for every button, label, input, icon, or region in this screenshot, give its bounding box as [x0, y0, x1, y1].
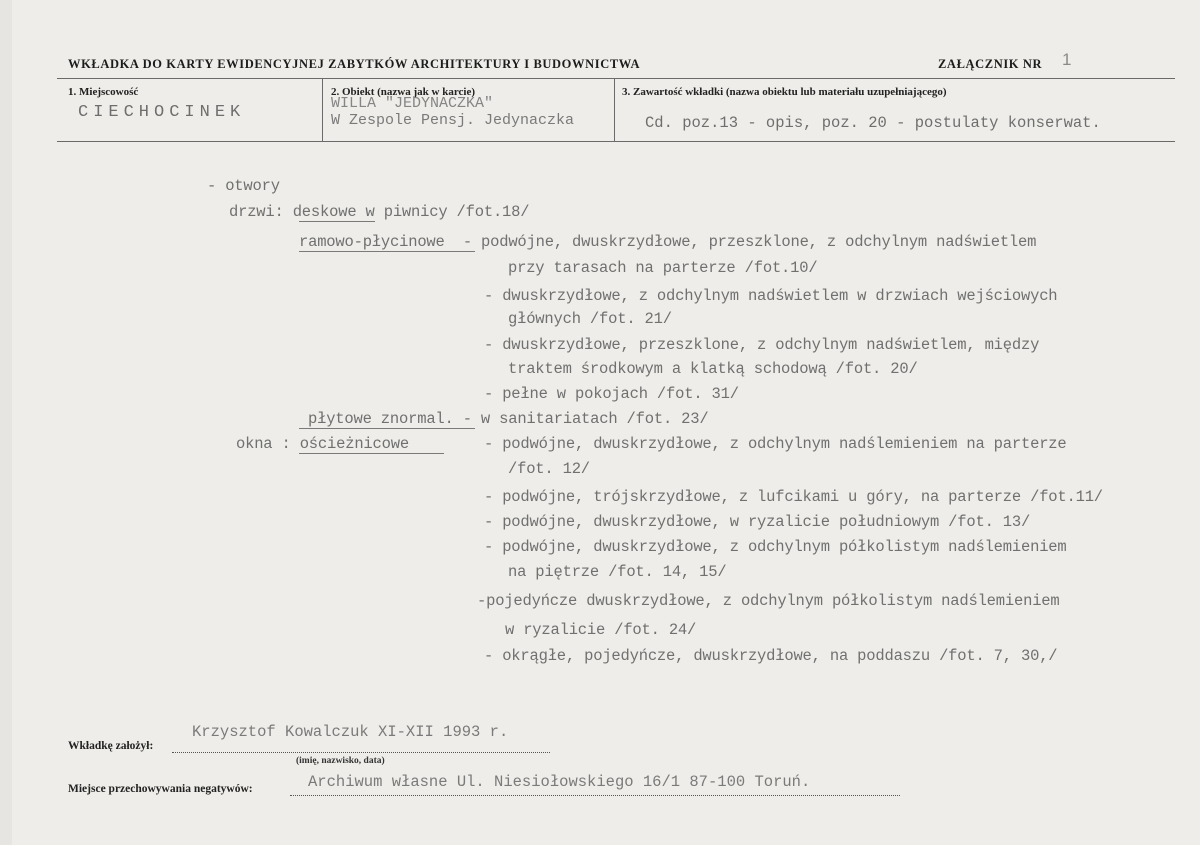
- object-value-line-1: WILLA "JEDYNACZKA": [331, 95, 494, 112]
- body-line-18: -pojedyńcze dwuskrzydłowe, z odchylnym półkolistym nadślemieniem: [477, 592, 1060, 610]
- header-rule-bottom: [57, 141, 1175, 142]
- annex-label: ZAŁĄCZNIK NR: [938, 57, 1043, 71]
- storage-dotted-line: [290, 795, 900, 796]
- body-line-2: drzwi: deskowe w piwnicy /fot.18/: [229, 203, 530, 221]
- body-line-16: - podwójne, dwuskrzydłowe, z odchylnym półkolistym nadślemieniem: [484, 538, 1067, 556]
- storage-value: Archiwum własne Ul. Niesiołowskiego 16/1 87-100 Toruń.: [308, 773, 811, 791]
- author-label: Wkładkę założył:: [68, 740, 154, 752]
- column-divider-1: [322, 78, 323, 141]
- body-line-11: okna : ościeżnicowe: [236, 435, 409, 453]
- body-line-14: - podwójne, trójskrzydłowe, z lufcikami u góry, na parterze /fot.11/: [484, 488, 1103, 506]
- locality-label: 1. Miejscowość: [68, 86, 139, 98]
- object-value-line-2: W Zespole Pensj. Jedynaczka: [331, 112, 575, 129]
- body-line-19: w ryzalicie /fot. 24/: [505, 621, 697, 639]
- column-divider-2: [614, 78, 615, 141]
- underline-deskowe: [299, 221, 375, 222]
- body-line-4: przy tarasach na parterze /fot.10/: [508, 259, 818, 277]
- annex-number: 1: [1062, 50, 1072, 69]
- author-value: Krzysztof Kowalczuk XI-XII 1993 r.: [192, 723, 509, 741]
- header-rule-top: [57, 78, 1175, 79]
- body-line-9: - pełne w pokojach /fot. 31/: [484, 385, 739, 403]
- body-line-8: traktem środkowym a klatką schodową /fot. 20/: [508, 360, 918, 378]
- card-title: WKŁADKA DO KARTY EWIDENCYJNEJ ZABYTKÓW ARCHITEKTURY I BUDOWNICTWA: [68, 57, 641, 71]
- author-dotted-line: [172, 752, 550, 753]
- body-line-3: ramowo-płycinowe - podwójne, dwuskrzydłowe, przeszklone, z odchylnym nadświetlem: [299, 233, 1037, 251]
- card-left-edge: [0, 0, 12, 845]
- underline-ramowo: [299, 251, 475, 252]
- body-line-15: - podwójne, dwuskrzydłowe, w ryzalicie południowym /fot. 13/: [484, 513, 1031, 531]
- body-line-13: /fot. 12/: [508, 460, 590, 478]
- object-label: 2. Obiekt (nazwa jak w karcie): [331, 86, 476, 98]
- body-line-20: - okrągłe, pojedyńcze, dwuskrzydłowe, na poddaszu /fot. 7, 30,/: [484, 647, 1058, 665]
- body-line-5: - dwuskrzydłowe, z odchylnym nadświetlem w drzwiach wejściowych: [484, 287, 1058, 305]
- body-line-7: - dwuskrzydłowe, przeszklone, z odchylnym nadświetlem, między: [484, 336, 1040, 354]
- body-line-1: - otwory: [207, 177, 280, 195]
- body-line-12: - podwójne, dwuskrzydłowe, z odchylnym nadślemieniem na parterze: [484, 435, 1067, 453]
- body-line-10: płytowe znormal. - w sanitariatach /fot. 23/: [308, 410, 709, 428]
- author-hint: (imię, nazwisko, data): [296, 756, 385, 766]
- content-value: Cd. poz.13 - opis, poz. 20 - postulaty konserwat.: [645, 114, 1101, 132]
- locality-value: CIECHOCINEK: [78, 103, 246, 122]
- body-line-17: na piętrze /fot. 14, 15/: [508, 563, 727, 581]
- underline-plytowe: [299, 428, 475, 429]
- underline-oscieznicowe: [299, 453, 444, 454]
- storage-label: Miejsce przechowywania negatywów:: [68, 783, 253, 795]
- content-label: 3. Zawartość wkładki (nazwa obiektu lub materiału uzupełniającego): [622, 86, 947, 98]
- body-line-6: głównych /fot. 21/: [508, 310, 672, 328]
